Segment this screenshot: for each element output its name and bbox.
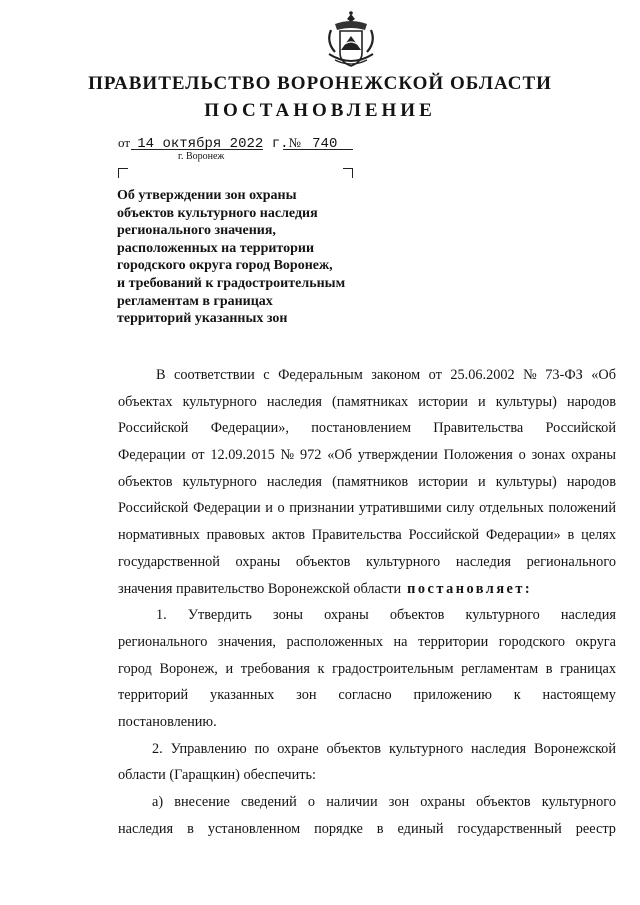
word: объектов [118,473,173,490]
date-prefix: от [118,135,131,150]
word: 73-ФЗ [545,367,583,383]
document-body [118,365,616,845]
word: зонах [531,447,566,464]
word: охраны [324,607,369,624]
word: наследия [266,473,323,490]
text-line [118,445,616,472]
word: (памятниках [332,393,409,410]
word: культуры) [495,393,557,410]
word: Российской [408,527,480,544]
word: зоны [273,607,303,624]
subject-corner-left [118,168,128,178]
word: настоящему [542,687,616,704]
word: государственный [457,820,562,837]
word: объектов [476,794,531,810]
word: № [523,367,537,383]
text-line [118,739,616,766]
word: народов [566,393,616,410]
word: с [263,367,270,383]
paragraph-ending: постановлению. [118,713,217,730]
word: 972 [300,447,322,464]
word: «Об [591,367,616,383]
word: от [191,447,205,464]
subject-line: объектов культурного наследия [117,205,318,221]
word: культурного [465,607,540,624]
word: наследия [560,607,616,624]
word: Утвердить [187,607,252,624]
word: единый [397,820,444,837]
text-line [118,659,616,686]
word: о [277,500,285,517]
word: № [280,447,295,464]
text-line [118,792,616,819]
word: к [317,660,325,677]
word: объектах [118,393,173,410]
word: в [545,660,553,677]
word: Правительства [433,420,524,437]
word: о [307,794,316,810]
text-line [118,392,616,419]
word: и [477,473,486,490]
word: зон [388,794,410,810]
word: о [518,447,526,464]
word: согласно [338,687,392,704]
text-line [118,632,616,659]
subject-line: расположенных на территории [117,240,315,256]
word: наличии [326,794,378,810]
word: и [265,500,273,517]
word: истории [418,473,468,490]
word: законом [371,367,421,383]
word: Воронежской [534,740,616,757]
text-line [118,525,616,552]
paragraph-ending: области (Гаращкин) обеспечить: [118,767,316,784]
word: культуры) [495,473,557,490]
word: Федерации», [210,420,289,437]
word: 1. [156,607,167,624]
word: силу [446,500,475,517]
word: охране [277,740,319,757]
number-underline [283,149,353,150]
date-underline [131,149,263,150]
word: территории [418,633,489,650]
subject-line: Об утверждении зон охраны [117,188,297,203]
word: и [478,393,486,410]
word: «Об [327,447,353,464]
word: к [513,687,521,704]
word: город [118,660,152,677]
word: Российской [118,500,189,517]
word: соответствии [174,367,255,383]
word: требования [240,660,310,677]
document-type: ПОСТАНОВЛЕНИЕ [204,100,436,121]
word: Российской [118,420,189,437]
word: Правительства [311,527,402,544]
number-prefix: № [288,135,301,150]
subject-corner-right [343,168,353,178]
word: актов [271,527,305,544]
document-date: 14 октября 2022 г. [137,136,289,152]
paragraph-ending: значения правительство Воронежской области [118,580,402,597]
word: а) [152,794,164,810]
word: (памятников [332,473,409,490]
subject-line: регламентам в границах [117,293,273,309]
word: Федерации [193,500,261,517]
word: Федерации [118,447,186,464]
word: государственной [118,553,220,570]
word: на [393,633,408,650]
subject-line: регионального значения, [117,223,276,239]
government-name: ПРАВИТЕЛЬСТВО ВОРОНЕЖСКОЙ ОБЛАСТИ [88,73,552,94]
word: от [428,367,442,383]
word: Положения [443,447,513,464]
word: границах [560,660,616,677]
word: сведений [241,794,297,810]
text-line [118,765,616,792]
word: городского [498,633,565,650]
word: культурного [182,473,257,490]
subject-line: городского округа город Воронеж, [117,258,333,274]
word: указанных [210,687,275,704]
word: нормативных [118,527,200,544]
resolution-verb: постановляет: [407,580,533,597]
word: культурного [541,794,616,810]
word: регионального [526,553,616,570]
document-subject [117,187,377,328]
text-line [118,685,616,712]
word: отдельных [479,500,544,517]
word: в [567,527,575,544]
word: Управлению [170,740,247,757]
word: территорий [118,687,189,704]
word: расположенных [286,633,383,650]
word: объектов [326,740,382,757]
word: постановлением [311,420,412,437]
subject-line: и требований к градостроительным [117,275,346,291]
word: культурного [388,740,464,757]
subject-line: территорий указанных зон [117,311,288,327]
word: признании [289,500,355,517]
text-line [118,498,616,525]
text-line [118,579,616,606]
document-city: г. Воронеж [178,151,225,162]
word: правовых [206,527,266,544]
word: Воронеж, [159,660,218,677]
word: Федерации» [485,527,561,544]
word: охраны [571,447,616,464]
word: в [376,820,384,837]
word: Российской [545,420,616,437]
word: культурного [366,553,441,570]
word: 12.09.2015 [210,447,275,464]
word: по [254,740,270,757]
text-line [118,365,616,392]
text-line [118,472,616,499]
word: приложению [413,687,492,704]
word: порядке [314,820,363,837]
word: и [225,660,234,677]
word: объектов [295,553,351,570]
coat-of-arms-emblem [325,10,377,72]
word: реестр [575,820,616,837]
word: целях [581,527,616,544]
word: 2. [152,740,163,757]
word: утверждении [357,447,438,464]
word: регламентам [461,660,539,677]
word: охраны [420,794,465,810]
word: наследия [471,740,527,757]
word: утратившими [358,500,442,517]
word: культурного [182,393,257,410]
text-line [118,712,616,739]
word: положений [548,500,616,517]
word: наследия [118,820,174,837]
document-number: 740 [312,136,338,152]
word: наследия [455,553,511,570]
word: Федеральным [278,367,363,383]
word: градостроительным [332,660,454,677]
word: народов [566,473,616,490]
word: регионального [118,633,208,650]
word: 25.06.2002 [450,367,515,383]
word: объектов [389,607,445,624]
text-line [118,552,616,579]
text-line [118,819,616,846]
word: зон [296,687,317,704]
word: В [156,367,166,383]
word: наследия [266,393,322,410]
word: охраны [235,553,281,570]
text-line [118,418,616,445]
word: округа [575,633,616,650]
word: установленном [207,820,301,837]
text-line [118,605,616,632]
word: в [187,820,194,837]
word: внесение [174,794,230,810]
word: значения, [217,633,276,650]
word: истории [418,393,468,410]
